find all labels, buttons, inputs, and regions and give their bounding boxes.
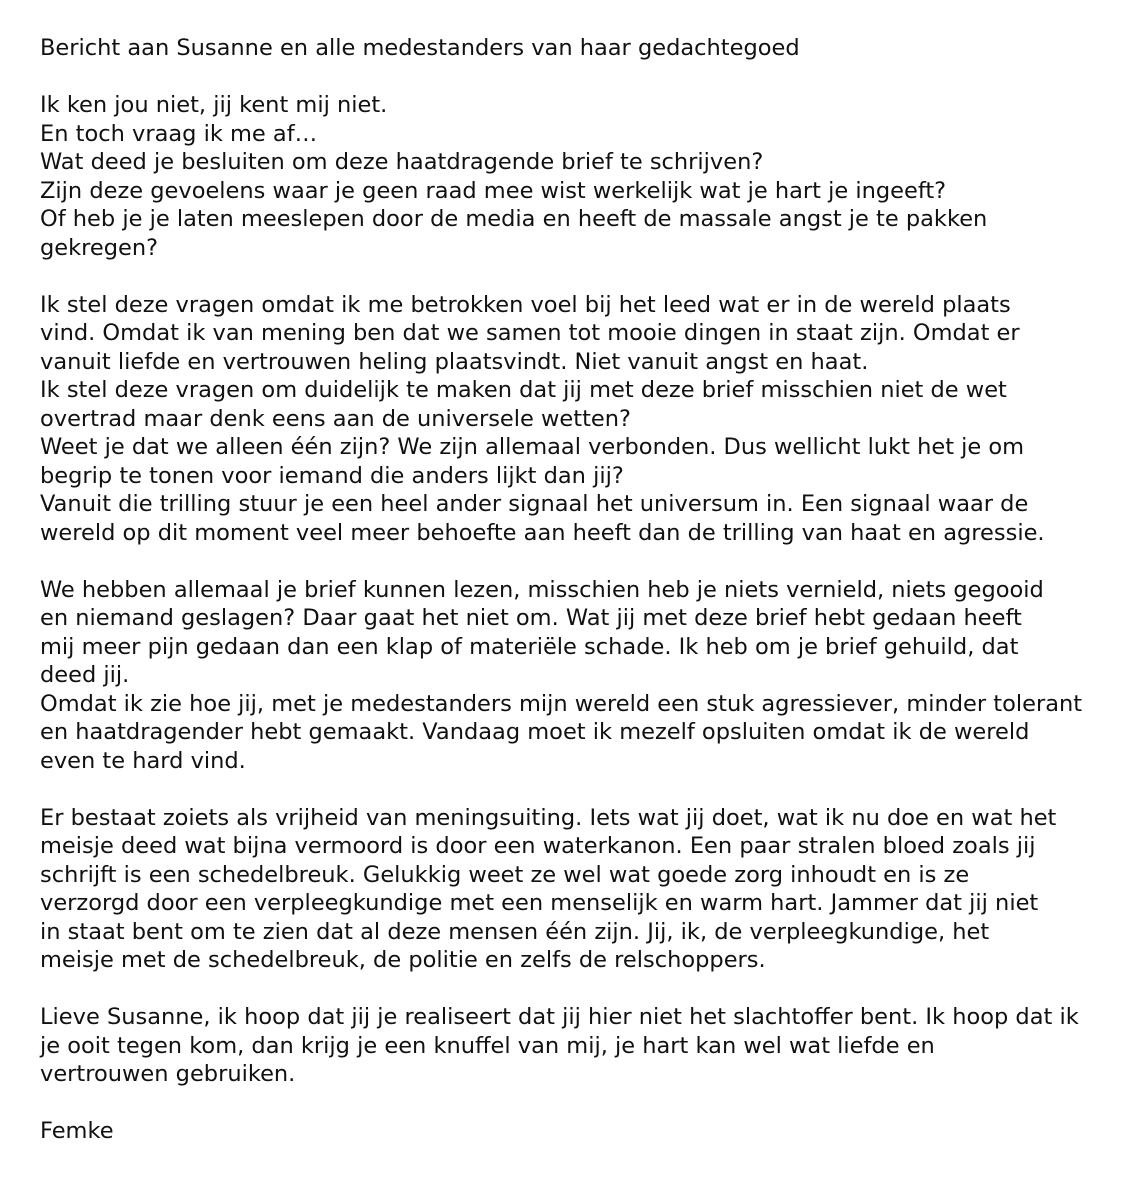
paragraph-spacer	[40, 547, 1130, 576]
text-line: schrijft is een schedelbreuk. Gelukkig weet ze wel wat goede zorg inhoudt en is ze	[40, 861, 970, 888]
text-line: Ik stel deze vragen omdat ik me betrokken voel bij het leed wat er in de wereld plaats	[40, 291, 1011, 318]
text-line: vind. Omdat ik van mening ben dat we samen tot mooie dingen in staat zijn. Omdat er	[40, 320, 1020, 346]
text-line: verzorgd door een verpleegkundige met een menselijk en warm hart. Jammer dat jij niet	[40, 890, 1039, 916]
text-line: en niemand geslagen? Daar gaat het niet om. Wat jij met deze brief hebt gedaan heeft	[40, 605, 1022, 631]
text-line: je ooit tegen kom, dan krijg je een knuffel van mij, je hart kan wel wat liefde en	[40, 1032, 935, 1059]
paragraph-5	[40, 1003, 1130, 1089]
text-line: meisje met de schedelbreuk, de politie en zelfs de relschoppers.	[40, 947, 766, 973]
text-line: Vanuit die trilling stuur je een heel ander signaal het universum in. Een signaal waar de	[40, 491, 1029, 517]
paragraph-4	[40, 804, 1130, 975]
paragraph-2	[40, 291, 1130, 548]
text-line: gekregen?	[40, 234, 159, 261]
text-line: Weet je dat we alleen één zijn? We zijn allemaal verbonden. Dus wellicht lukt het je om	[40, 434, 1025, 460]
text-line: deed jij.	[40, 662, 130, 688]
text-line: vertrouwen gebruiken.	[40, 1061, 296, 1087]
letter-body	[40, 34, 1130, 1146]
text-line: Ik ken jou niet, jij kent mij niet.	[40, 92, 388, 118]
text-line: even te hard vind.	[40, 747, 246, 774]
letter-heading: Bericht aan Susanne en alle medestanders van haar gedachtegoed	[40, 35, 800, 61]
text-line: Er bestaat zoiets als vrijheid van meningsuiting. Iets wat jij doet, wat ik nu doe en wat het	[40, 804, 1057, 831]
text-line: begrip te tonen voor iemand die anders lijkt dan jij?	[40, 462, 624, 489]
paragraph-spacer	[40, 775, 1130, 804]
paragraph-1	[40, 91, 1130, 262]
signature: Femke	[40, 1118, 114, 1144]
text-line: vanuit liefde en vertrouwen heling plaatsvindt. Niet vanuit angst en haat.	[40, 348, 869, 375]
paragraph-spacer	[40, 1089, 1130, 1118]
paragraph-spacer	[40, 975, 1130, 1004]
text-line: En toch vraag ik me af…	[40, 120, 318, 147]
text-line: Of heb je je laten meeslepen door de media en heeft de massale angst je te pakken	[40, 206, 988, 232]
text-line: Ik stel deze vragen om duidelijk te maken dat jij met deze brief misschien niet de wet	[40, 377, 1007, 403]
text-line: meisje deed wat bijna vermoord is door een waterkanon. Een paar stralen bloed zoals jij	[40, 833, 1036, 859]
text-line: Lieve Susanne, ik hoop dat jij je realiseert dat jij hier niet het slachtoffer bent. Ik hoop dat ik	[40, 1004, 1079, 1030]
text-line: wereld op dit moment veel meer behoefte aan heeft dan de trilling van haat en agressie.	[40, 519, 1045, 546]
text-line: in staat bent om te zien dat al deze mensen één zijn. Jij, ik, de verpleegkundige, het	[40, 918, 990, 945]
paragraph-spacer	[40, 262, 1130, 291]
text-line: Wat deed je besluiten om deze haatdragende brief te schrijven?	[40, 149, 764, 175]
text-line: Zijn deze gevoelens waar je geen raad mee wist werkelijk wat je hart je ingeeft?	[40, 177, 947, 204]
text-line: We hebben allemaal je brief kunnen lezen, misschien heb je niets vernield, niets gegooid	[40, 576, 1044, 603]
paragraph-3	[40, 576, 1130, 776]
text-line: overtrad maar denk eens aan de universele wetten?	[40, 405, 631, 432]
paragraph-spacer	[40, 63, 1130, 92]
text-line: Omdat ik zie hoe jij, met je medestanders mijn wereld een stuk agressiever, minder tolerant	[40, 690, 1083, 717]
text-line: en haatdragender hebt gemaakt. Vandaag moet ik mezelf opsluiten omdat ik de wereld	[40, 719, 1030, 745]
text-line: mij meer pijn gedaan dan een klap of materiële schade. Ik heb om je brief gehuild, dat	[40, 633, 1019, 660]
